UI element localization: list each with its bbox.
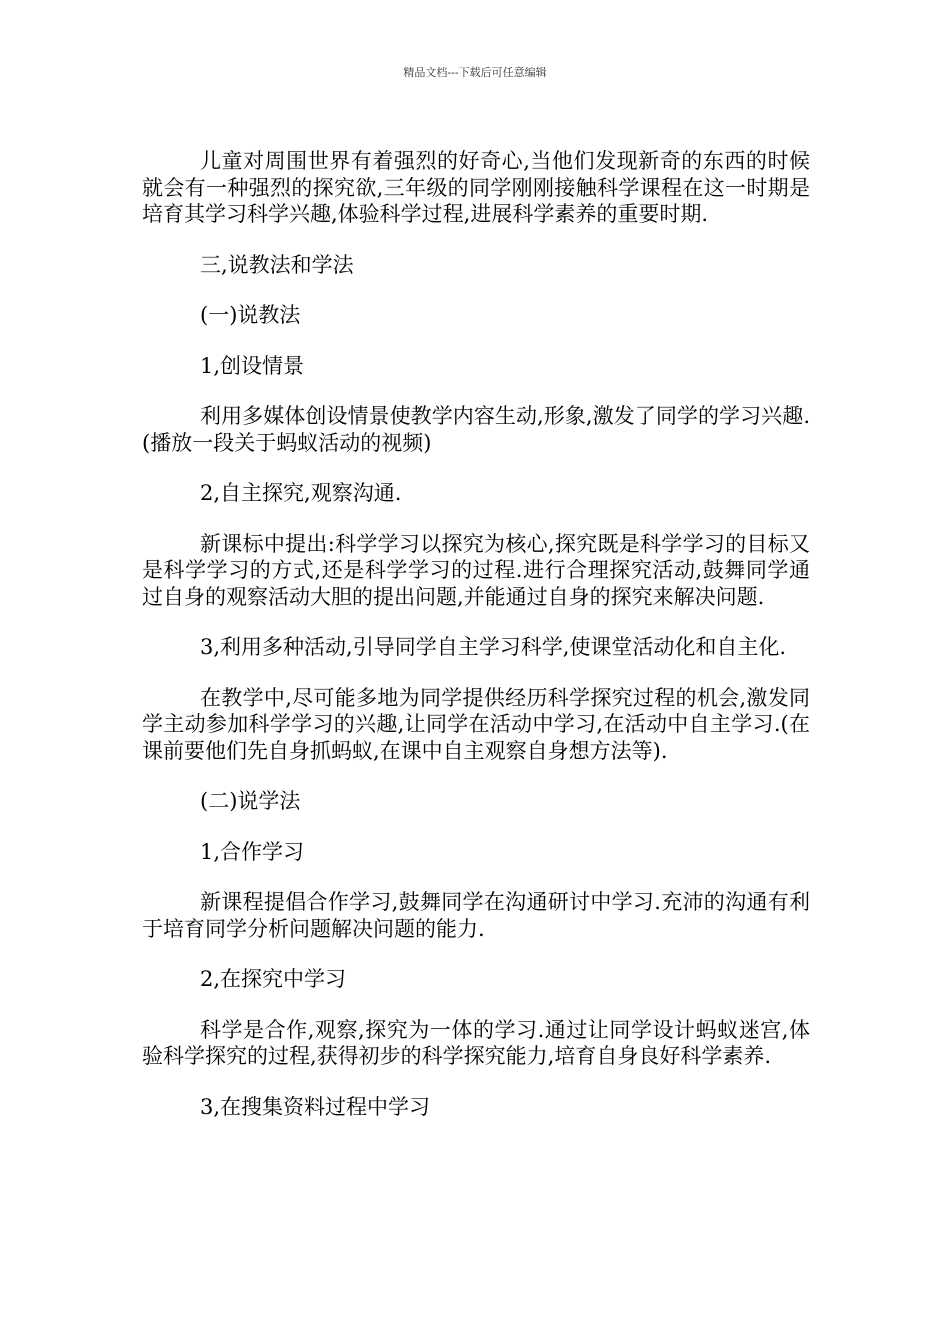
item-heading-cooperative: 1,合作学习 [200,839,305,864]
section-heading-methods: 三,说教法和学法 [200,252,354,277]
paragraph-scenario: 利用多媒体创设情景使教学内容生动,形象,激发了同学的学习兴趣.(播放一段关于蚂蚁活动的视频) [142,404,810,455]
page-header: 精品文档---下载后可任意编辑 [403,66,547,79]
item-heading-activities: 3,利用多种活动,引导同学自主学习科学,使课堂活动化和自主化. [200,635,787,659]
paragraph-inquiry: 新课标中提出:科学学习以探究为核心,探究既是科学学习的目标又是科学学习的方式,还是科学学习的过程.进行合理探究活动,鼓舞同学通过自身的观察活动大胆的提出问题,并能通过自身的探究来解决问题. [142,531,810,609]
paragraph-intro: 儿童对周围世界有着强烈的好奇心,当他们发现新奇的东西的时候就会有一种强烈的探究欲,三年级的同学刚刚接触科学课程在这一时期是培育其学习科学兴趣,体验科学过程,进展科学素养的重要时期. [142,149,810,226]
item-heading-inquiry-learning: 2,在探究中学习 [200,967,347,991]
paragraph-activities: 在教学中,尽可能多地为同学提供经历科学探究过程的机会,激发同学主动参加科学学习的兴趣,让同学在活动中学习,在活动中自主学习.(在课前要他们先自身抓蚂蚁,在课中自主观察自身想方法等). [142,685,810,763]
subsection-heading-teaching: (一)说教法 [200,303,301,327]
item-heading-material-collection: 3,在搜集资料过程中学习 [200,1094,431,1119]
item-heading-inquiry: 2,自主探究,观察沟通. [200,481,402,505]
subsection-heading-learning: (二)说学法 [200,789,301,813]
paragraph-inquiry-learning: 科学是合作,观察,探究为一体的学习.通过让同学设计蚂蚁迷宫,体验科学探究的过程,获得初步的科学探究能力,培育自身良好科学素养. [142,1017,810,1068]
document-body [142,148,810,1144]
paragraph-cooperative: 新课程提倡合作学习,鼓舞同学在沟通研讨中学习.充沛的沟通有利于培育同学分析问题解决问题的能力. [142,890,810,941]
item-heading-scenario: 1,创设情景 [200,353,305,378]
